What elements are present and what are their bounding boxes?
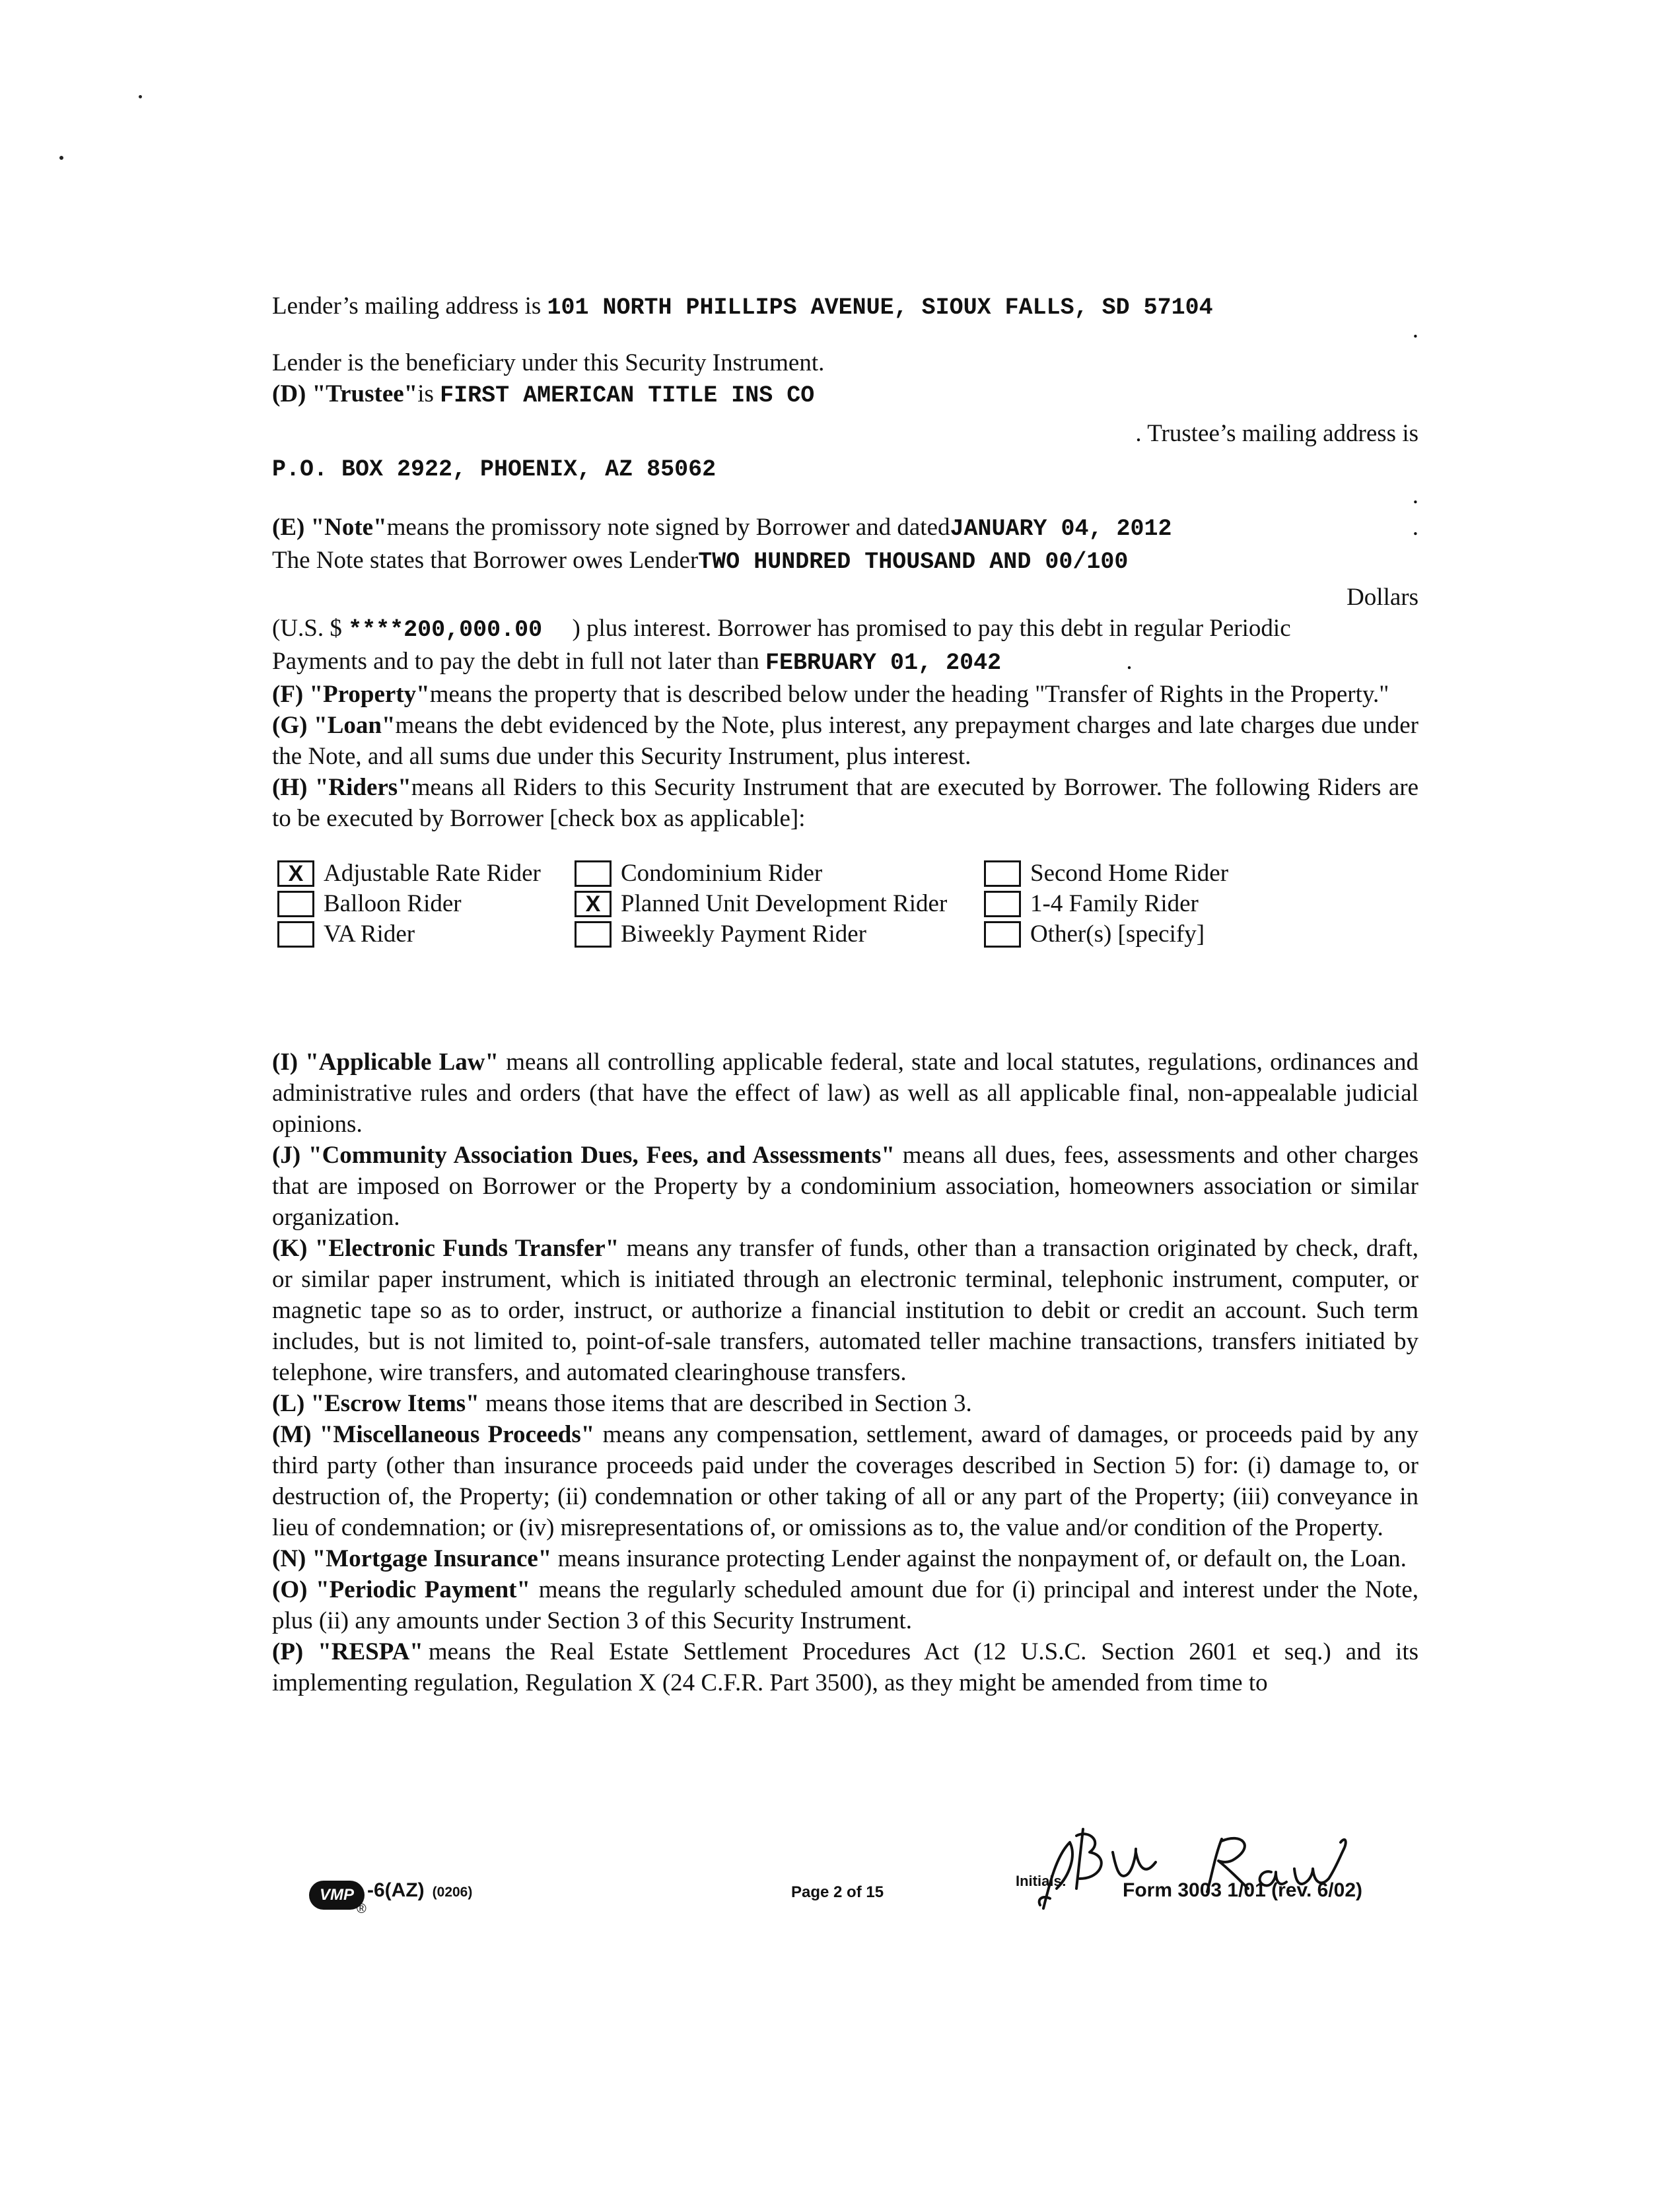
note-text-3: ) plus interest. Borrower has promised to pay this debt in regular Periodic: [572, 615, 1291, 642]
definition-letter: (P): [272, 1638, 304, 1665]
note-definition-line-1: [272, 512, 1418, 545]
fill-dot: .: [1126, 648, 1133, 675]
riders-checkbox-grid: [272, 858, 1418, 957]
rider-label: Biweekly Payment Rider: [621, 921, 866, 948]
scan-speck: [59, 156, 63, 160]
rider-label: Adjustable Rate Rider: [324, 860, 541, 887]
form-code-date: (0206): [432, 1885, 473, 1900]
initials-label: Initials:: [1016, 1873, 1067, 1889]
checkbox[interactable]: X: [277, 860, 314, 887]
definition-letter: (O): [272, 1576, 308, 1603]
rider-va[interactable]: [277, 919, 415, 950]
definition-term: "Miscellaneous Proceeds": [319, 1421, 595, 1448]
registered-mark: ®: [357, 1902, 367, 1916]
definition-letter: (K): [272, 1235, 308, 1262]
note-maturity: FEBRUARY 01, 2042: [765, 650, 1002, 676]
lender-address-value: 101 NORTH PHILLIPS AVENUE, SIOUX FALLS, SD 57104: [547, 295, 1213, 321]
note-letter: (E): [272, 514, 305, 541]
beneficiary-sentence: Lender is the beneficiary under this Security Instrument.: [272, 349, 825, 376]
trustee-term: "Trustee": [312, 380, 418, 407]
definition-riders: [272, 772, 1418, 834]
note-term: "Note": [310, 514, 387, 541]
rider-1-4-family[interactable]: [984, 888, 1199, 919]
note-definition-line-4: [272, 646, 1418, 679]
fill-dot: .: [1412, 316, 1418, 343]
rider-label: 1-4 Family Rider: [1030, 890, 1199, 917]
lender-address-label: Lender’s mailing address is: [272, 293, 542, 320]
definition-term: "Escrow Items": [310, 1390, 479, 1417]
definition-respa: [272, 1636, 1418, 1698]
definitions-bottom: [272, 1047, 1418, 1698]
checkbox[interactable]: [984, 860, 1021, 887]
definition-loan: [272, 710, 1418, 772]
definition-text: means the Real Estate Settlement Procedures Act (12 U.S.C. Section 2601 et seq.) and its implementing regulation, Regulation X (24 C.F.R. Part 3500), as they might be amended from time to: [272, 1638, 1419, 1696]
checkbox[interactable]: [575, 860, 612, 887]
form-code: [367, 1879, 472, 1902]
lender-address-line: [272, 291, 1418, 324]
trustee-line: [272, 378, 1418, 411]
definition-letter: (L): [272, 1390, 305, 1417]
page-number: Page 2 of 15: [791, 1883, 884, 1901]
definition-term: "Loan": [314, 712, 396, 739]
scan-speck: [139, 95, 142, 98]
trustee-address-label: . Trustee’s mailing address is: [1135, 420, 1418, 447]
trustee-letter: (D): [272, 380, 306, 407]
note-text-2: The Note states that Borrower owes Lender: [272, 547, 699, 574]
rider-label: Planned Unit Development Rider: [621, 890, 948, 917]
rider-second-home[interactable]: [984, 858, 1228, 889]
trustee-address-value: P.O. BOX 2922, PHOENIX, AZ 85062: [272, 456, 717, 483]
rider-label: Other(s) [specify]: [1030, 921, 1205, 948]
definition-letter: (M): [272, 1421, 312, 1448]
note-text-4: Payments and to pay the debt in full not later than: [272, 648, 759, 675]
definition-letter: (I): [272, 1049, 298, 1076]
definition-letter: (N): [272, 1545, 306, 1572]
rider-biweekly-payment[interactable]: [575, 919, 866, 950]
definitions-top: [272, 679, 1418, 834]
definition-periodic-payment: [272, 1574, 1418, 1636]
definition-text: means the regularly scheduled amount due for (i) principal and interest under the Note, plus (ii) any amounts under Section 3 of this Security Instrument.: [272, 1576, 1419, 1634]
trustee-is: is: [417, 380, 434, 407]
definition-escrow-items: [272, 1388, 1418, 1419]
definition-term: "Community Association Dues, Fees, and Assessments": [308, 1142, 895, 1169]
rider-label: VA Rider: [324, 921, 415, 948]
note-definition-line-2: [272, 545, 1418, 578]
definition-term: "Property": [309, 681, 430, 708]
definition-text: means insurance protecting Lender against the nonpayment of, or default on, the Loan.: [557, 1545, 1407, 1572]
rider-balloon[interactable]: [277, 888, 462, 919]
definition-text: means the debt evidenced by the Note, plus interest, any prepayment charges and late charges due under the Note, and all sums due under this Security Instrument, plus interest.: [272, 712, 1418, 770]
definition-text: means any compensation, settlement, award of damages, or proceeds paid by any third party (other than insurance proceeds paid under the coverages described in Section 5) for: (i) damage to, or destruction of, the Property; (ii) condemnation or other taking of all or any part of the Property; (iii) conveyance in lieu of condemnation; or (iv) misrepresentations of, or omissions as to, the value and/or condition of the Property.: [272, 1421, 1419, 1541]
vmp-logo: VMP: [309, 1881, 365, 1910]
definition-letter: (F): [272, 681, 304, 708]
checkbox[interactable]: [277, 891, 314, 917]
note-us-prefix: (U.S. $: [272, 615, 342, 642]
definition-term: "Electronic Funds Transfer": [314, 1235, 619, 1262]
checkbox[interactable]: [984, 921, 1021, 948]
definition-community-association: [272, 1140, 1418, 1233]
definition-term: "Periodic Payment": [316, 1576, 531, 1603]
form-code-value: -6(AZ): [367, 1879, 425, 1901]
checkbox[interactable]: [575, 921, 612, 948]
trustee-value: FIRST AMERICAN TITLE INS CO: [440, 382, 815, 409]
definition-mortgage-insurance: [272, 1543, 1418, 1574]
form-number: Form 3003 1/01 (rev. 6/02): [1123, 1879, 1362, 1901]
rider-label: Balloon Rider: [324, 890, 462, 917]
rider-adjustable-rate[interactable]: [277, 858, 541, 889]
rider-label: Second Home Rider: [1030, 860, 1229, 887]
definition-term: "Applicable Law": [305, 1049, 499, 1076]
note-date: JANUARY 04, 2012: [950, 516, 1172, 542]
definition-text: means the property that is described below under the heading "Transfer of Rights in the Property.": [429, 681, 1389, 708]
document-body: [272, 291, 1418, 1698]
definition-letter: (J): [272, 1142, 301, 1169]
definition-electronic-funds-transfer: [272, 1233, 1418, 1388]
definition-property: [272, 679, 1418, 710]
definition-letter: (H): [272, 774, 308, 801]
fill-dot: .: [1412, 482, 1418, 509]
definition-text: means all dues, fees, assessments and other charges that are imposed on Borrower or the Property by a condominium association, homeowners association or similar organization.: [272, 1142, 1418, 1231]
checkbox[interactable]: [277, 921, 314, 948]
definition-term: "Mortgage Insurance": [312, 1545, 552, 1572]
rider-condominium[interactable]: [575, 858, 822, 889]
definition-term: "RESPA": [318, 1638, 423, 1665]
rider-other[interactable]: [984, 919, 1205, 950]
note-amount: ****200,000.00: [348, 617, 543, 643]
definition-applicable-law: [272, 1047, 1418, 1140]
note-text-1: means the promissory note signed by Borrower and dated: [386, 514, 950, 541]
definition-text: means any transfer of funds, other than a transaction originated by check, draft, or similar paper instrument, which is initiated through an electronic terminal, telephonic instrument, computer, or magnetic tape so as to order, instruct, or authorize a financial institution to debit or credit an account. Such term includes, but is not limited to, point-of-sale transfers, automated teller machine transactions, transfers initiated by telephone, wire transfers, and automated clearinghouse transfers.: [272, 1235, 1418, 1386]
definition-term: "Riders": [314, 774, 411, 801]
note-amount-words: TWO HUNDRED THOUSAND AND 00/100: [698, 549, 1129, 575]
checkbox[interactable]: [984, 891, 1021, 917]
rider-planned-unit-development[interactable]: [575, 888, 947, 919]
note-dollars: Dollars: [1347, 584, 1418, 611]
definition-text: means all controlling applicable federal, state and local statutes, regulations, ordinances and administrative rules and orders (that have the effect of law) as well as all applicable final, non-appealable judicial opinions.: [272, 1049, 1419, 1138]
definition-miscellaneous-proceeds: [272, 1419, 1418, 1543]
checkbox[interactable]: X: [575, 891, 612, 917]
definition-letter: (G): [272, 712, 308, 739]
fill-dot: .: [1412, 514, 1418, 541]
definition-text: means those items that are described in Section 3.: [485, 1390, 972, 1417]
note-definition-line-3: [272, 613, 1418, 646]
rider-label: Condominium Rider: [621, 860, 823, 887]
definition-text: means all Riders to this Security Instrument that are executed by Borrower. The following Riders are to be executed by Borrower [check box as applicable]:: [272, 774, 1418, 832]
